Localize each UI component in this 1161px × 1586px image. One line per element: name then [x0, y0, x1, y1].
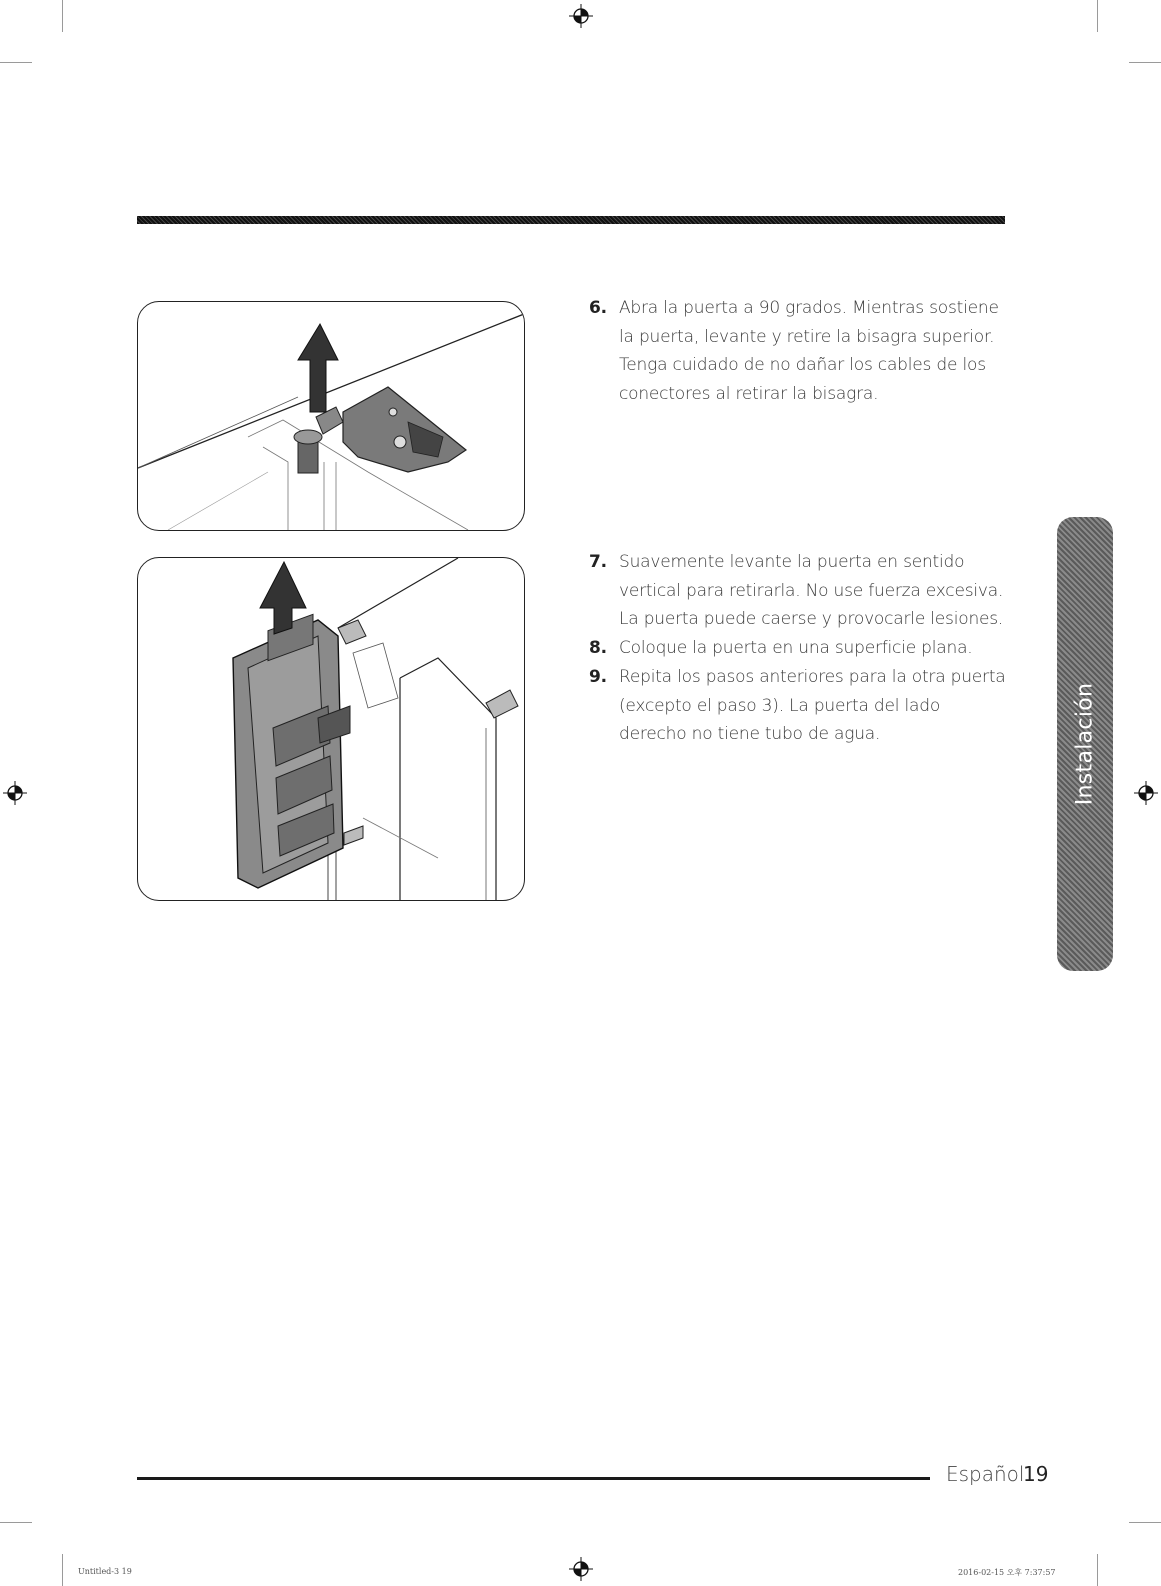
crop-mark — [0, 62, 32, 63]
step-6 — [589, 294, 1009, 408]
crop-mark — [1129, 1522, 1161, 1523]
step-text: Repita los pasos anteriores para la otra puerta (excepto el paso 3). La puerta del lado derecho no tiene tubo de agua. — [619, 667, 1006, 744]
step-9 — [589, 663, 1009, 749]
step-text: Abra la puerta a 90 grados. Mientras sostiene la puerta, levante y retire la bisagra superior. Tenga cuidado de no dañar los cables de los conectores al retirar la bisagra. — [619, 298, 999, 404]
page-number: 19 — [1023, 1462, 1049, 1486]
section-tab-label: Instalación — [1072, 682, 1098, 806]
illustration-door-lift — [137, 557, 525, 901]
step-number: 7. — [589, 552, 607, 572]
step-text: Suavemente levante la puerta en sentido vertical para retirarla. No use fuerza excesiva. La puerta puede caerse y provocarle lesiones. — [619, 552, 1004, 629]
crop-mark — [62, 0, 63, 32]
registration-mark-icon — [569, 1557, 593, 1581]
step-number: 9. — [589, 667, 607, 687]
step-text: Coloque la puerta en una superficie plana. — [619, 638, 973, 658]
step-8 — [589, 634, 1009, 663]
header-rule — [137, 216, 1005, 224]
crop-mark — [0, 1522, 32, 1523]
print-file-info: Untitled-3 19 — [78, 1567, 132, 1576]
section-tab — [1057, 517, 1113, 971]
registration-mark-icon — [3, 781, 27, 805]
crop-mark — [1097, 0, 1098, 32]
step-number: 8. — [589, 638, 607, 658]
footer-rule — [137, 1477, 930, 1480]
registration-mark-icon — [1134, 781, 1158, 805]
step-number: 6. — [589, 298, 607, 318]
crop-mark — [1097, 1554, 1098, 1586]
registration-mark-icon — [569, 4, 593, 28]
step-7 — [589, 548, 1009, 634]
print-timestamp: 2016-02-15 오후 7:37:57 — [958, 1568, 1056, 1577]
illustration-hinge-removal — [137, 301, 525, 531]
crop-mark — [62, 1554, 63, 1586]
crop-mark — [1129, 62, 1161, 63]
footer-language: Español — [946, 1462, 1025, 1486]
